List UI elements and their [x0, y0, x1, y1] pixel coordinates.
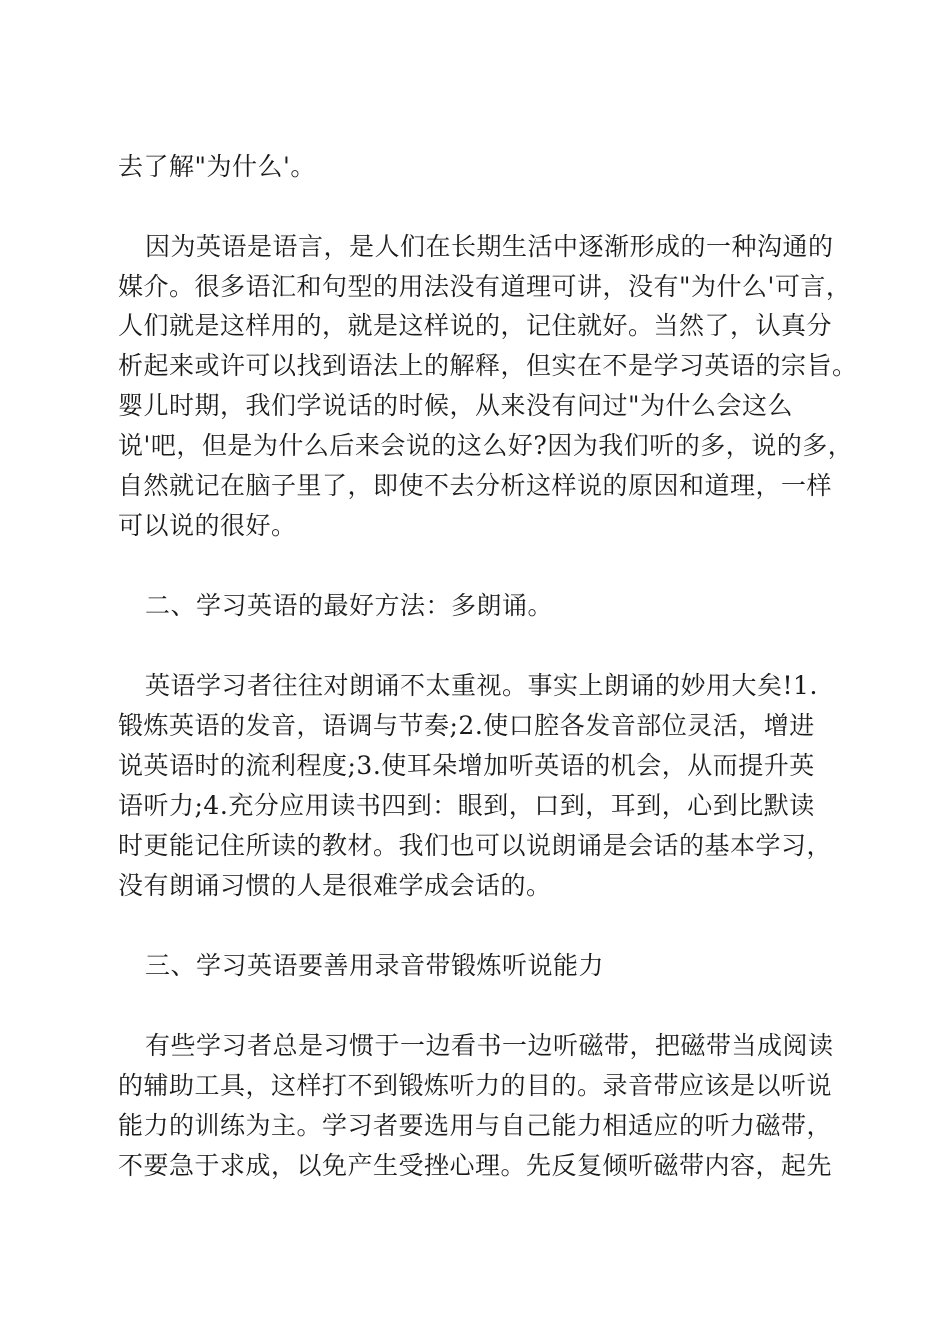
text-line: 说'吧，但是为什么后来会说的这么好?因为我们听的多，说的多，: [118, 431, 854, 460]
text-line: 媒介。很多语汇和句型的用法没有道理可讲，没有"为什么'可言，: [118, 272, 852, 301]
section-heading: 三、学习英语要善用录音带锻炼听说能力: [145, 951, 605, 980]
text-line: 人们就是这样用的，就是这样说的，记住就好。当然了，认真分: [118, 311, 833, 340]
text-line: 自然就记在脑子里了，即使不去分析这样说的原因和道理，一样: [118, 471, 833, 500]
text-line: 析起来或许可以找到语法上的解释，但实在不是学习英语的宗旨。: [118, 351, 858, 380]
text-line: 婴儿时期，我们学说话的时候，从来没有问过"为什么会这么: [118, 391, 794, 420]
text-line: 的辅助工具，这样打不到锻炼听力的目的。录音带应该是以听说: [118, 1071, 833, 1100]
text-line: 英语学习者往往对朗诵不太重视。事实上朗诵的妙用大矣!1.: [145, 671, 818, 700]
text-line: 语听力;4.充分应用读书四到：眼到，口到，耳到，心到比默读: [118, 791, 815, 820]
text-line: 因为英语是语言，是人们在长期生活中逐渐形成的一种沟通的: [145, 232, 834, 261]
text-line: 时更能记住所读的教材。我们也可以说朗诵是会话的基本学习，: [118, 831, 833, 860]
text-line: 锻炼英语的发音，语调与节奏;2.使口腔各发音部位灵活，增进: [118, 711, 815, 740]
text-line: 没有朗诵习惯的人是很难学成会话的。: [118, 871, 552, 900]
text-line: 不要急于求成，以免产生受挫心理。先反复倾听磁带内容，起先: [118, 1151, 833, 1180]
text-line: 可以说的很好。: [118, 511, 297, 540]
section-heading: 二、学习英语的最好方法：多朗诵。: [145, 591, 554, 620]
text-line: 能力的训练为主。学习者要选用与自己能力相适应的听力磁带，: [118, 1111, 833, 1140]
text-line: 说英语时的流利程度;3.使耳朵增加听英语的机会，从而提升英: [118, 751, 815, 780]
text-line: 去了解"为什么'。: [118, 152, 316, 181]
text-line: 有些学习者总是习惯于一边看书一边听磁带，把磁带当成阅读: [145, 1031, 834, 1060]
